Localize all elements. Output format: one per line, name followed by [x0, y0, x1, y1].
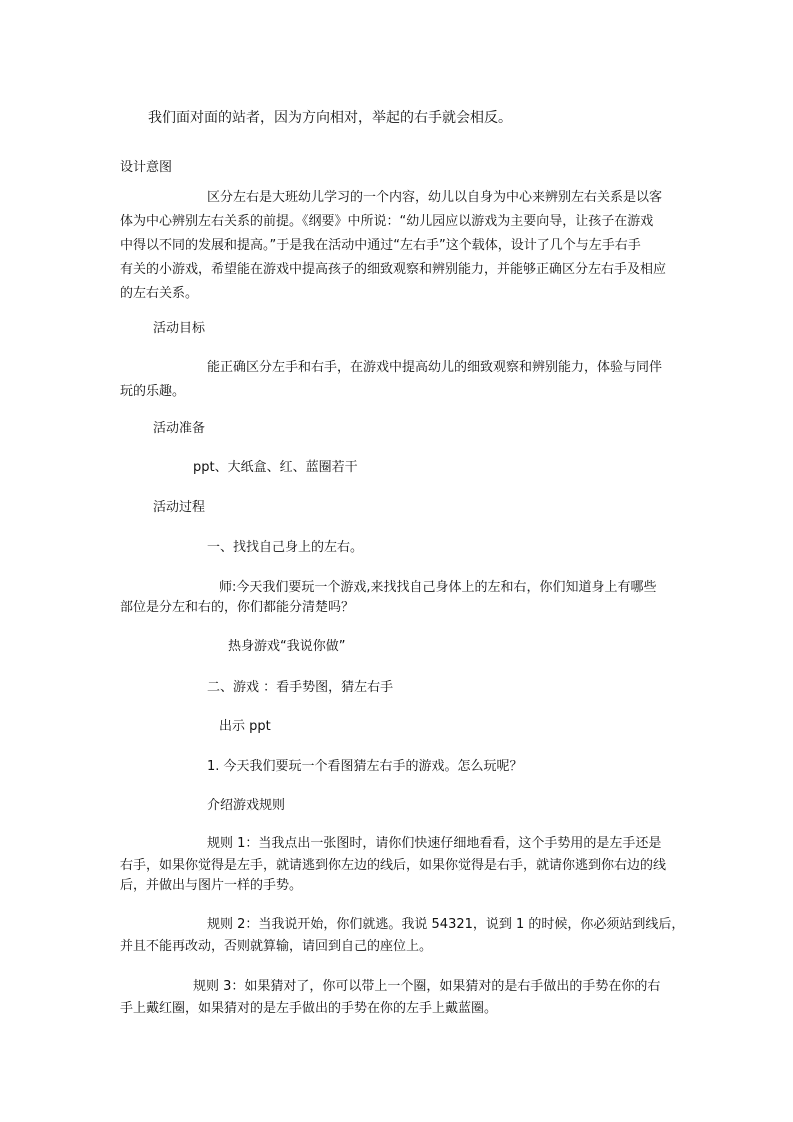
design-paragraph-line: 有关的小游戏，希望能在游戏中提高孩子的细致观察和辨别能力，并能够正确区分左右手及相应: [120, 262, 667, 277]
warmup-text: 热身游戏“我说你做”: [228, 639, 346, 654]
prep-text: ppt、大纸盒、红、蓝圈若干: [193, 460, 358, 475]
show-ppt-text: 出示 ppt: [219, 719, 271, 734]
rule3-line: 手上戴红圈，如果猜对的是左手做出的手势在你的左手上戴蓝圈。: [120, 1001, 498, 1016]
goal-paragraph-line: 能正确区分左手和右手，在游戏中提高幼儿的细致观察和辨别能力，体验与同伴: [207, 360, 663, 375]
rule2-line: 规则 2：当我说开始，你们就逃。我说 54321，说到 1 的时候，你必须站到线后，: [207, 917, 685, 932]
design-heading: 设计意图: [120, 160, 173, 175]
goal-heading: 活动目标: [153, 321, 206, 336]
design-paragraph-line: 区分左右是大班幼儿学习的一个内容，幼儿以自身为中心来辨别左右关系是以客: [207, 190, 663, 205]
step1-title: 一、找找自己身上的左右。: [207, 540, 364, 555]
goal-paragraph-line: 玩的乐趣。: [120, 384, 186, 399]
step2-title: 二、游戏 ：看手势图，猜左右手: [207, 680, 394, 695]
rule1-line: 右手，如果你觉得是左手，就请逃到你左边的线后，如果你觉得是右手，就请你逃到你右边的线: [120, 858, 667, 873]
rule1-line: 后，并做出与图片一样的手势。: [120, 878, 303, 893]
item1-text: 1. 今天我们要玩一个看图猜左右手的游戏。怎么玩呢？: [207, 759, 523, 774]
process-heading: 活动过程: [153, 500, 206, 515]
intro-text: 我们面对面的站者，因为方向相对，举起的右手就会相反。: [148, 110, 512, 126]
rules-intro: 介绍游戏规则: [207, 798, 286, 813]
teacher-paragraph-line: 师:今天我们要玩一个游戏,来找找自己身体上的左和右，你们知道身上有哪些: [219, 580, 657, 595]
design-paragraph-line: 的左右关系。: [120, 286, 199, 301]
prep-heading: 活动准备: [153, 421, 206, 436]
rule3-line: 规则 3：如果猜对了，你可以带上一个圈，如果猜对的是右手做出的手势在你的右: [193, 979, 661, 994]
rule1-line: 规则 1：当我点出一张图时，请你们快速仔细地看看，这个手势用的是左手还是: [207, 836, 662, 851]
design-paragraph-line: 中得以不同的发展和提高。”于是我在活动中通过“左右手”这个载体，设计了几个与左手右手: [120, 238, 641, 253]
design-paragraph-line: 体为中心辨别左右关系的前提。《纲要》中所说：“幼儿园应以游戏为主要向导，让孩子在游戏: [120, 214, 654, 229]
rule2-line: 并且不能再改动，否则就算输，请回到自己的座位上。: [120, 939, 433, 954]
teacher-paragraph-line: 部位是分左和右的，你们都能分清楚吗？: [120, 600, 355, 615]
